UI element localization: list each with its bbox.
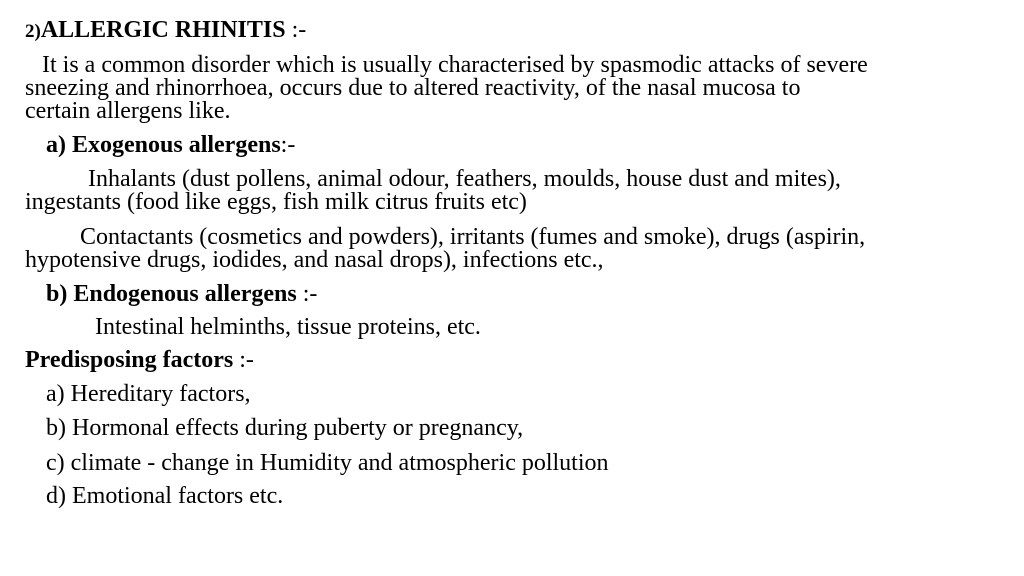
section-title-text: ALLERGIC RHINITIS (40, 17, 286, 43)
endogenous-heading-suffix: :- (296, 281, 318, 307)
inhalants-line-1: Inhalants (dust pollens, animal odour, feathers, moulds, house dust and mites), (88, 166, 841, 192)
contactants-line-2: hypotensive drugs, iodides, and nasal drops), infections etc., (25, 247, 604, 273)
endogenous-heading (46, 282, 317, 306)
predisposing-item: c) climate - change in Humidity and atmospheric pollution (46, 450, 609, 476)
exogenous-heading-suffix: :- (280, 132, 296, 158)
intro-line-1: It is a common disorder which is usually characterised by spasmodic attacks of severe (42, 52, 868, 78)
exogenous-heading (46, 133, 295, 157)
intro-line-3: certain allergens like. (25, 98, 231, 124)
predisposing-heading-suffix: :- (233, 347, 254, 373)
section-title (25, 18, 306, 44)
section-number: 2) (25, 21, 41, 42)
predisposing-item: b) Hormonal effects during puberty or pregnancy, (46, 415, 524, 441)
intro-line-2: sneezing and rhinorrhoea, occurs due to altered reactivity, of the nasal mucosa to (25, 75, 801, 101)
predisposing-item: d) Emotional factors etc. (46, 483, 284, 509)
contactants-line-1: Contactants (cosmetics and powders), irritants (fumes and smoke), drugs (aspirin, (80, 224, 866, 250)
predisposing-item: a) Hereditary factors, (46, 381, 251, 407)
exogenous-heading-text: a) Exogenous allergens (46, 132, 281, 158)
inhalants-line-2: ingestants (food like eggs, fish milk citrus fruits etc) (25, 189, 527, 215)
predisposing-heading (25, 348, 254, 372)
predisposing-heading-text: Predisposing factors (25, 347, 234, 373)
section-title-suffix: :- (285, 17, 307, 43)
endogenous-line-1: Intestinal helminths, tissue proteins, etc. (95, 314, 481, 340)
endogenous-heading-text: b) Endogenous allergens (46, 281, 297, 307)
